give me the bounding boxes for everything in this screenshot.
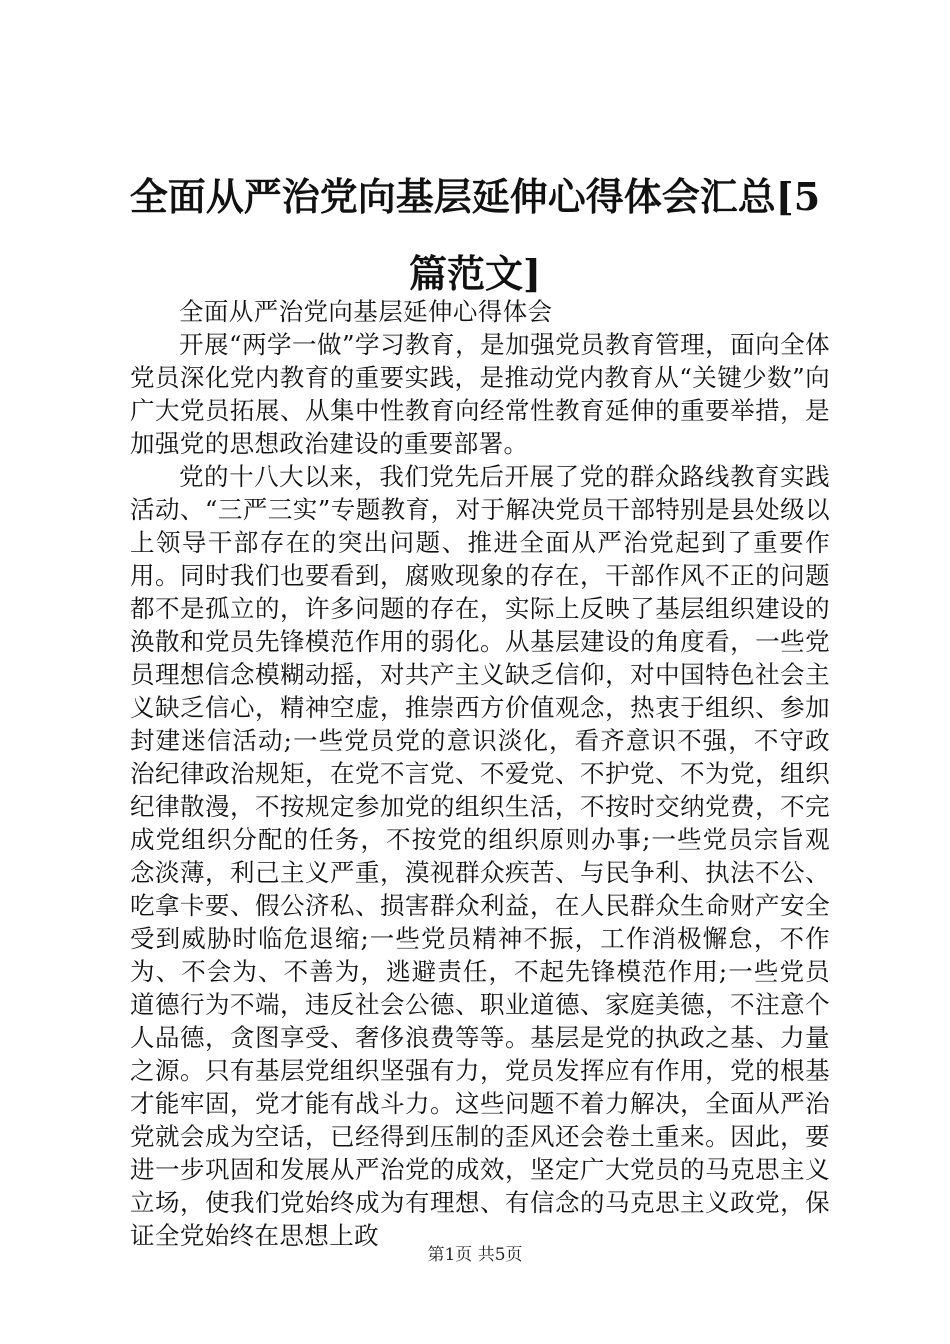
document-title: 全面从严治党向基层延伸心得体会汇总[5篇范文]	[129, 174, 821, 296]
page-number-footer: 第1页 共5页	[427, 1245, 523, 1265]
subtitle-paragraph: 全面从严治党向基层延伸心得体会	[179, 297, 553, 326]
body-paragraph-2: 党的十八大以来，我们党先后开展了党的群众路线教育实践活动、“三严三实”专题教育，对于解决党员干部特别是县处级以上领导干部存在的突出问题、推进全面从严治党起到了重要作用。同时我们也要看到，腐败现象的存在，干部作风不正的问题都不是孤立的，许多问题的存在，实际上反映了基层组织建设的涣散和党员先锋模范作用的弱化。从基层建设的角度看，一些党员理想信念模糊动摇，对共产主义缺乏信仰，对中国特色社会主义缺乏信心，精神空虚，推崇西方价值观念，热衷于组织、参加封建迷信活动;一些党员党的意识淡化，看齐意识不强，不守政治纪律政治规矩，在党不言党、不爱党、不护党、不为党，组织纪律散漫，不按规定参加党的组织生活，不按时交纳党费，不完成党组织分配的任务，不按党的组织原则办事;一些党员宗旨观念淡薄，利己主义严重，漠视群众疾苦、与民争利、执法不公、吃拿卡要、假公济私、损害群众利益，在人民群众生命财产安全受到威胁时临危退缩;一些党员精神不振，工作消极懈怠，不作为、不会为、不善为，逃避责任，不起先锋模范作用;一些党员道德行为不端，违反社会公德、职业道德、家庭美德，不注意个人品德，贪图享受、奢侈浪费等等。基层是党的执政之基、力量之源。只有基层党组织坚强有力，党员发挥应有作用，党的根基才能牢固，党才能有战斗力。这些问题不着力解决，全面从严治党就会成为空话，已经得到压制的歪风还会卷土重来。因此，要进一步巩固和发展从严治党的成效，坚定广大党员的马克思主义立场，使我们党始终成为有理想、有信念的马克思主义政党，保证全党始终在思想上政	[130, 462, 830, 1250]
body-paragraph-1: 开展“两学一做”学习教育，是加强党员教育管理，面向全体党员深化党内教育的重要实践，是推动党内教育从“关键少数”向广大党员拓展、从集中性教育向经常性教育延伸的重要举措，是加强党的思想政治建设的重要部署。	[130, 330, 830, 458]
document-body	[130, 295, 830, 1252]
